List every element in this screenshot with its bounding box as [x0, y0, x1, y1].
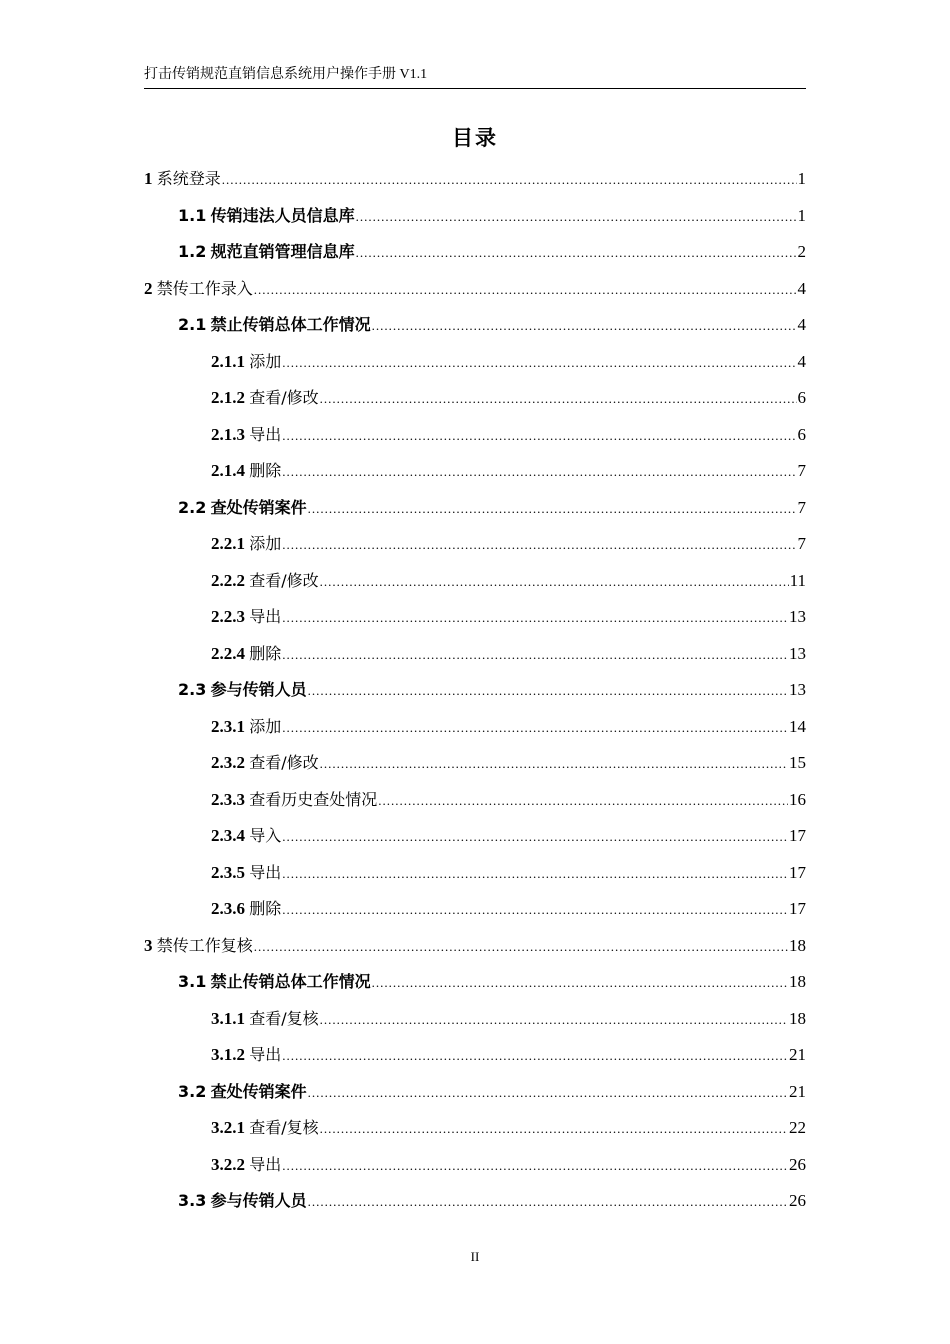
toc-entry-3-2[interactable]	[144, 1077, 806, 1114]
toc-entry-label	[211, 420, 281, 450]
table-of-contents	[144, 164, 806, 1223]
toc-entry-number: 2.3.5	[211, 862, 245, 882]
toc-entry-page: 26	[789, 1154, 806, 1174]
toc-entry-2-2-4[interactable]	[144, 639, 806, 676]
toc-entry-label	[211, 748, 319, 778]
toc-entry-page: 7	[797, 497, 806, 517]
toc-dot-leader	[254, 932, 788, 962]
toc-dot-leader	[356, 202, 797, 232]
toc-entry-page: 18	[789, 1008, 806, 1028]
toc-entry-label	[211, 894, 281, 924]
toc-entry-label	[211, 639, 281, 669]
toc-entry-2[interactable]	[144, 274, 806, 311]
toc-dot-leader	[378, 786, 788, 816]
toc-entry-number: 2.2.3	[211, 607, 245, 626]
toc-entry-2-1-3[interactable]	[144, 420, 806, 457]
toc-entry-2-2-2[interactable]	[144, 566, 806, 603]
toc-entry-label	[178, 675, 307, 705]
toc-entry-label	[211, 566, 319, 596]
toc-entry-page: 26	[789, 1191, 806, 1210]
toc-entry-3-2-1[interactable]	[144, 1113, 806, 1150]
toc-entry-number: 2.1	[178, 315, 207, 334]
toc-dot-leader	[320, 384, 797, 414]
toc-dot-leader	[320, 749, 788, 779]
toc-entry-2-1-1[interactable]	[144, 347, 806, 384]
toc-entry-number: 2.3.2	[211, 753, 245, 772]
toc-dot-leader	[282, 822, 788, 852]
toc-entry-label	[178, 1186, 307, 1216]
toc-entry-number: 2.2	[178, 497, 207, 517]
toc-entry-number: 3.2.1	[211, 1118, 245, 1137]
toc-entry-2-3-2[interactable]	[144, 748, 806, 785]
toc-entry-label	[211, 347, 281, 377]
toc-dot-leader	[282, 640, 788, 670]
toc-entry-page: 16	[789, 789, 806, 809]
toc-entry-text: 导入	[249, 826, 282, 845]
toc-entry-number: 2.3.1	[211, 716, 245, 736]
toc-entry-label	[211, 785, 377, 815]
toc-entry-label	[211, 1150, 281, 1180]
toc-entry-2-1-2[interactable]	[144, 383, 806, 420]
toc-entry-label	[178, 237, 355, 267]
toc-entry-label	[211, 383, 319, 413]
toc-entry-page: 17	[789, 899, 806, 918]
toc-dot-leader	[222, 165, 797, 195]
toc-entry-text: 添加	[249, 351, 282, 371]
toc-entry-text: 导出	[249, 862, 282, 882]
toc-entry-number: 3.1.1	[211, 1008, 245, 1028]
toc-entry-page: 2	[797, 242, 806, 261]
toc-entry-label	[178, 967, 371, 997]
toc-entry-2-2-1[interactable]	[144, 529, 806, 566]
toc-entry-text: 禁止传销总体工作情况	[210, 972, 371, 991]
toc-entry-page: 6	[797, 424, 806, 444]
toc-entry-2-1-4[interactable]	[144, 456, 806, 493]
toc-entry-label	[144, 164, 221, 194]
toc-entry-page: 18	[789, 972, 806, 991]
toc-title: 目录	[452, 126, 498, 150]
toc-dot-leader	[282, 530, 796, 560]
toc-entry-number: 2.3	[178, 680, 207, 699]
toc-entry-2-3[interactable]	[144, 675, 806, 712]
toc-entry-page: 13	[789, 607, 806, 626]
toc-entry-text: 查看/修改	[249, 570, 319, 590]
toc-entry-2-3-6[interactable]	[144, 894, 806, 931]
toc-entry-text: 查看/复核	[249, 1008, 319, 1028]
toc-entry-label	[144, 274, 253, 304]
toc-entry-page: 18	[789, 935, 806, 955]
toc-entry-number: 2.3.4	[211, 826, 245, 845]
toc-entry-page: 13	[789, 643, 806, 663]
toc-entry-3-1-2[interactable]	[144, 1040, 806, 1077]
page-footer	[0, 1248, 950, 1266]
toc-entry-text: 添加	[249, 716, 282, 736]
toc-entry-text: 删除	[249, 899, 282, 918]
toc-entry-3-2-2[interactable]	[144, 1150, 806, 1187]
toc-entry-3-1-1[interactable]	[144, 1004, 806, 1041]
toc-entry-text: 删除	[249, 461, 282, 480]
toc-entry-text: 导出	[249, 1154, 282, 1174]
toc-entry-text: 导出	[249, 607, 282, 626]
toc-entry-label	[211, 529, 281, 559]
toc-entry-label	[211, 1113, 319, 1143]
toc-entry-label	[211, 712, 281, 742]
toc-entry-number: 3.3	[178, 1191, 207, 1210]
toc-entry-text: 查看/复核	[249, 1118, 319, 1137]
toc-entry-number: 3.2	[178, 1081, 207, 1101]
toc-dot-leader	[282, 859, 788, 889]
toc-entry-label	[178, 201, 355, 231]
toc-dot-leader	[308, 494, 797, 524]
toc-entry-number: 2.3.6	[211, 899, 245, 918]
toc-dot-leader	[282, 457, 796, 487]
toc-entry-text: 查处传销案件	[210, 1081, 307, 1101]
toc-entry-label	[211, 456, 281, 486]
toc-entry-3[interactable]	[144, 931, 806, 968]
toc-entry-text: 删除	[249, 643, 282, 663]
toc-entry-page: 4	[797, 315, 806, 334]
toc-entry-1[interactable]	[144, 164, 806, 201]
toc-entry-label	[211, 858, 281, 888]
toc-dot-leader	[282, 1151, 788, 1181]
toc-entry-page: 14	[789, 716, 806, 736]
toc-dot-leader	[282, 421, 796, 451]
toc-entry-page: 7	[797, 534, 806, 553]
toc-entry-page: 4	[797, 351, 806, 371]
toc-entry-label	[178, 1077, 307, 1107]
toc-entry-label	[144, 931, 253, 961]
toc-entry-page: 7	[797, 461, 806, 480]
toc-entry-page: 6	[797, 388, 806, 407]
toc-entry-label	[211, 1004, 319, 1034]
toc-entry-page: 21	[789, 1081, 806, 1101]
toc-dot-leader	[372, 968, 788, 998]
toc-entry-label	[178, 493, 307, 523]
toc-entry-2-3-1[interactable]	[144, 712, 806, 749]
toc-dot-leader	[308, 676, 788, 706]
toc-entry-label	[178, 310, 371, 340]
page-number: II	[470, 1249, 480, 1264]
toc-entry-number: 3.2.2	[211, 1154, 245, 1174]
toc-entry-page: 1	[797, 169, 806, 188]
toc-entry-number: 3	[144, 935, 153, 955]
toc-entry-number: 2.1.2	[211, 388, 245, 407]
toc-dot-leader	[282, 713, 788, 743]
toc-entry-text: 禁止传销总体工作情况	[210, 315, 371, 334]
toc-entry-page: 17	[789, 862, 806, 882]
page-header	[144, 66, 806, 89]
toc-entry-page: 15	[789, 753, 806, 772]
toc-entry-text: 禁传工作复核	[156, 935, 253, 955]
toc-entry-2-3-3[interactable]	[144, 785, 806, 822]
toc-entry-number: 2.2.2	[211, 570, 245, 590]
toc-dot-leader	[320, 567, 789, 597]
toc-entry-page: 11	[789, 570, 806, 590]
toc-entry-text: 禁传工作录入	[156, 278, 253, 298]
toc-entry-text: 查看/修改	[249, 388, 319, 407]
toc-entry-number: 2.3.3	[211, 789, 245, 809]
toc-dot-leader	[356, 238, 797, 268]
toc-entry-text: 查看/修改	[249, 753, 319, 772]
toc-entry-3-1[interactable]	[144, 967, 806, 1004]
toc-entry-2-1[interactable]	[144, 310, 806, 347]
toc-dot-leader	[308, 1078, 788, 1108]
toc-entry-text: 传销违法人员信息库	[210, 205, 355, 225]
toc-entry-2-3-5[interactable]	[144, 858, 806, 895]
toc-entry-text: 查处传销案件	[210, 497, 307, 517]
toc-dot-leader	[320, 1005, 788, 1035]
toc-entry-2-3-4[interactable]	[144, 821, 806, 858]
toc-entry-page: 1	[797, 205, 806, 225]
toc-entry-number: 2.1.3	[211, 424, 245, 444]
toc-entry-1-1[interactable]	[144, 201, 806, 238]
toc-entry-number: 1.2	[178, 242, 207, 261]
toc-entry-number: 2.2.4	[211, 643, 245, 663]
toc-entry-number: 1.1	[178, 205, 207, 225]
toc-entry-page: 21	[789, 1045, 806, 1064]
toc-dot-leader	[282, 895, 788, 925]
toc-dot-leader	[372, 311, 797, 341]
toc-entry-2-2[interactable]	[144, 493, 806, 530]
toc-dot-leader	[254, 275, 797, 305]
toc-entry-label	[211, 821, 281, 851]
toc-dot-leader	[308, 1187, 788, 1217]
toc-entry-text: 参与传销人员	[210, 1191, 307, 1210]
toc-entry-label	[211, 1040, 281, 1070]
toc-entry-number: 3.1.2	[211, 1045, 245, 1064]
toc-entry-page: 4	[797, 278, 806, 298]
toc-entry-number: 3.1	[178, 972, 207, 991]
toc-entry-text: 导出	[249, 1045, 282, 1064]
toc-entry-page: 22	[789, 1118, 806, 1137]
toc-entry-3-3[interactable]	[144, 1186, 806, 1223]
toc-entry-number: 2	[144, 278, 153, 298]
toc-entry-2-2-3[interactable]	[144, 602, 806, 639]
toc-entry-text: 参与传销人员	[210, 680, 307, 699]
toc-entry-number: 2.1.1	[211, 351, 245, 371]
toc-dot-leader	[282, 603, 788, 633]
toc-entry-text: 查看历史查处情况	[249, 789, 378, 809]
toc-entry-text: 添加	[249, 534, 282, 553]
toc-entry-text: 系统登录	[156, 169, 221, 188]
toc-entry-number: 2.2.1	[211, 534, 245, 553]
header-title: 打击传销规范直销信息系统用户操作手册 V1.1	[144, 67, 428, 82]
toc-entry-label	[211, 602, 281, 632]
toc-entry-number: 1	[144, 169, 153, 188]
toc-dot-leader	[282, 348, 796, 378]
toc-entry-text: 导出	[249, 424, 282, 444]
toc-entry-page: 13	[789, 680, 806, 699]
toc-entry-text: 规范直销管理信息库	[210, 242, 355, 261]
toc-entry-page: 17	[789, 826, 806, 845]
toc-dot-leader	[320, 1114, 788, 1144]
toc-entry-1-2[interactable]	[144, 237, 806, 274]
toc-entry-number: 2.1.4	[211, 461, 245, 480]
toc-dot-leader	[282, 1041, 788, 1071]
